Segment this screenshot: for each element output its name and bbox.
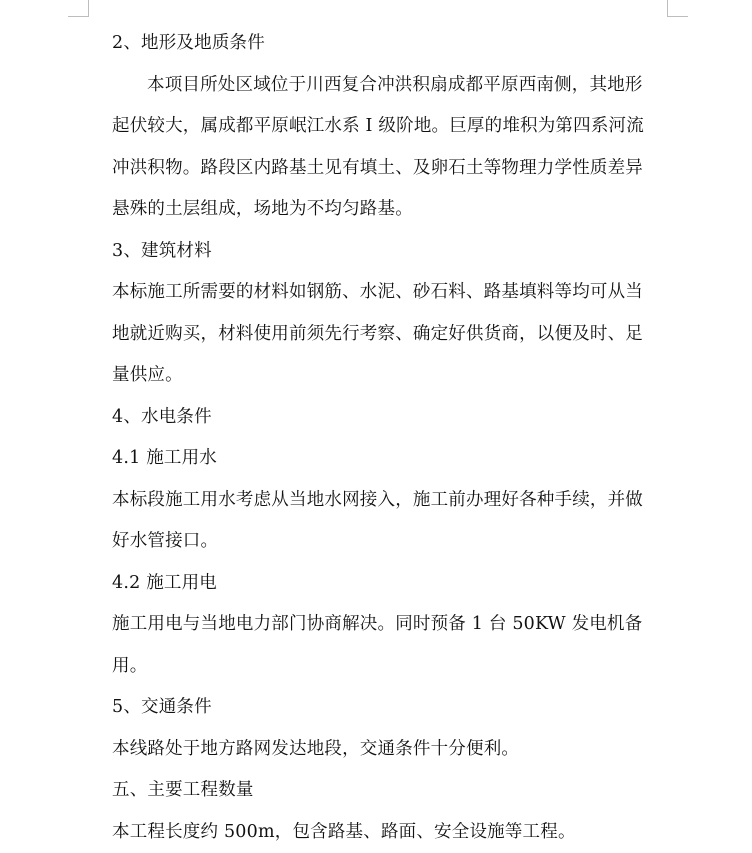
paragraph-line: 施工用电与当地电力部门协商解决。同时预备 1 台 50KW 发电机备 xyxy=(112,604,668,646)
paragraph-line: 本线路处于地方路网发达地段，交通条件十分便利。 xyxy=(112,729,668,771)
paragraph-line: 本工程长度约 500m，包含路基、路面、安全设施等工程。 xyxy=(112,812,668,853)
paragraph-line: 本标段施工用水考虑从当地水网接入，施工前办理好各种手续，并做 xyxy=(112,480,668,522)
paragraph-materials xyxy=(112,272,668,397)
paragraph-terrain xyxy=(112,65,668,231)
section-heading-terrain: 2、地形及地质条件 xyxy=(112,23,668,65)
paragraph-line: 地就近购买，材料使用前须先行考察、确定好供货商，以便及时、足 xyxy=(112,314,668,356)
paragraph-line: 用。 xyxy=(112,646,668,688)
chapter-heading-quantities: 五、主要工程数量 xyxy=(112,770,668,812)
subsection-heading-water: 4.1 施工用水 xyxy=(112,438,668,480)
paragraph-line: 本标施工所需要的材料如钢筋、水泥、砂石料、路基填料等均可从当 xyxy=(112,272,668,314)
subsection-heading-power: 4.2 施工用电 xyxy=(112,563,668,605)
document-body xyxy=(112,23,668,853)
paragraph-line: 好水管接口。 xyxy=(112,521,668,563)
paragraph-line: 冲洪积物。路段区内路基土见有填土、及卵石土等物理力学性质差异 xyxy=(112,148,668,190)
paragraph-line: 本项目所处区域位于川西复合冲洪积扇成都平原西南侧，其地形 xyxy=(112,65,668,107)
paragraph-line: 悬殊的土层组成，场地为不均匀路基。 xyxy=(112,189,668,231)
paragraph-water xyxy=(112,480,668,563)
section-heading-traffic: 5、交通条件 xyxy=(112,687,668,729)
paragraph-line: 量供应。 xyxy=(112,355,668,397)
paragraph-line: 起伏较大，属成都平原岷江水系 I 级阶地。巨厚的堆积为第四系河流 xyxy=(112,106,668,148)
page-corner-mark-right xyxy=(667,0,688,17)
section-heading-materials: 3、建筑材料 xyxy=(112,231,668,273)
section-heading-utilities: 4、水电条件 xyxy=(112,397,668,439)
paragraph-traffic xyxy=(112,729,668,771)
page-corner-mark-left xyxy=(68,0,89,17)
paragraph-quantities xyxy=(112,812,668,853)
paragraph-power xyxy=(112,604,668,687)
